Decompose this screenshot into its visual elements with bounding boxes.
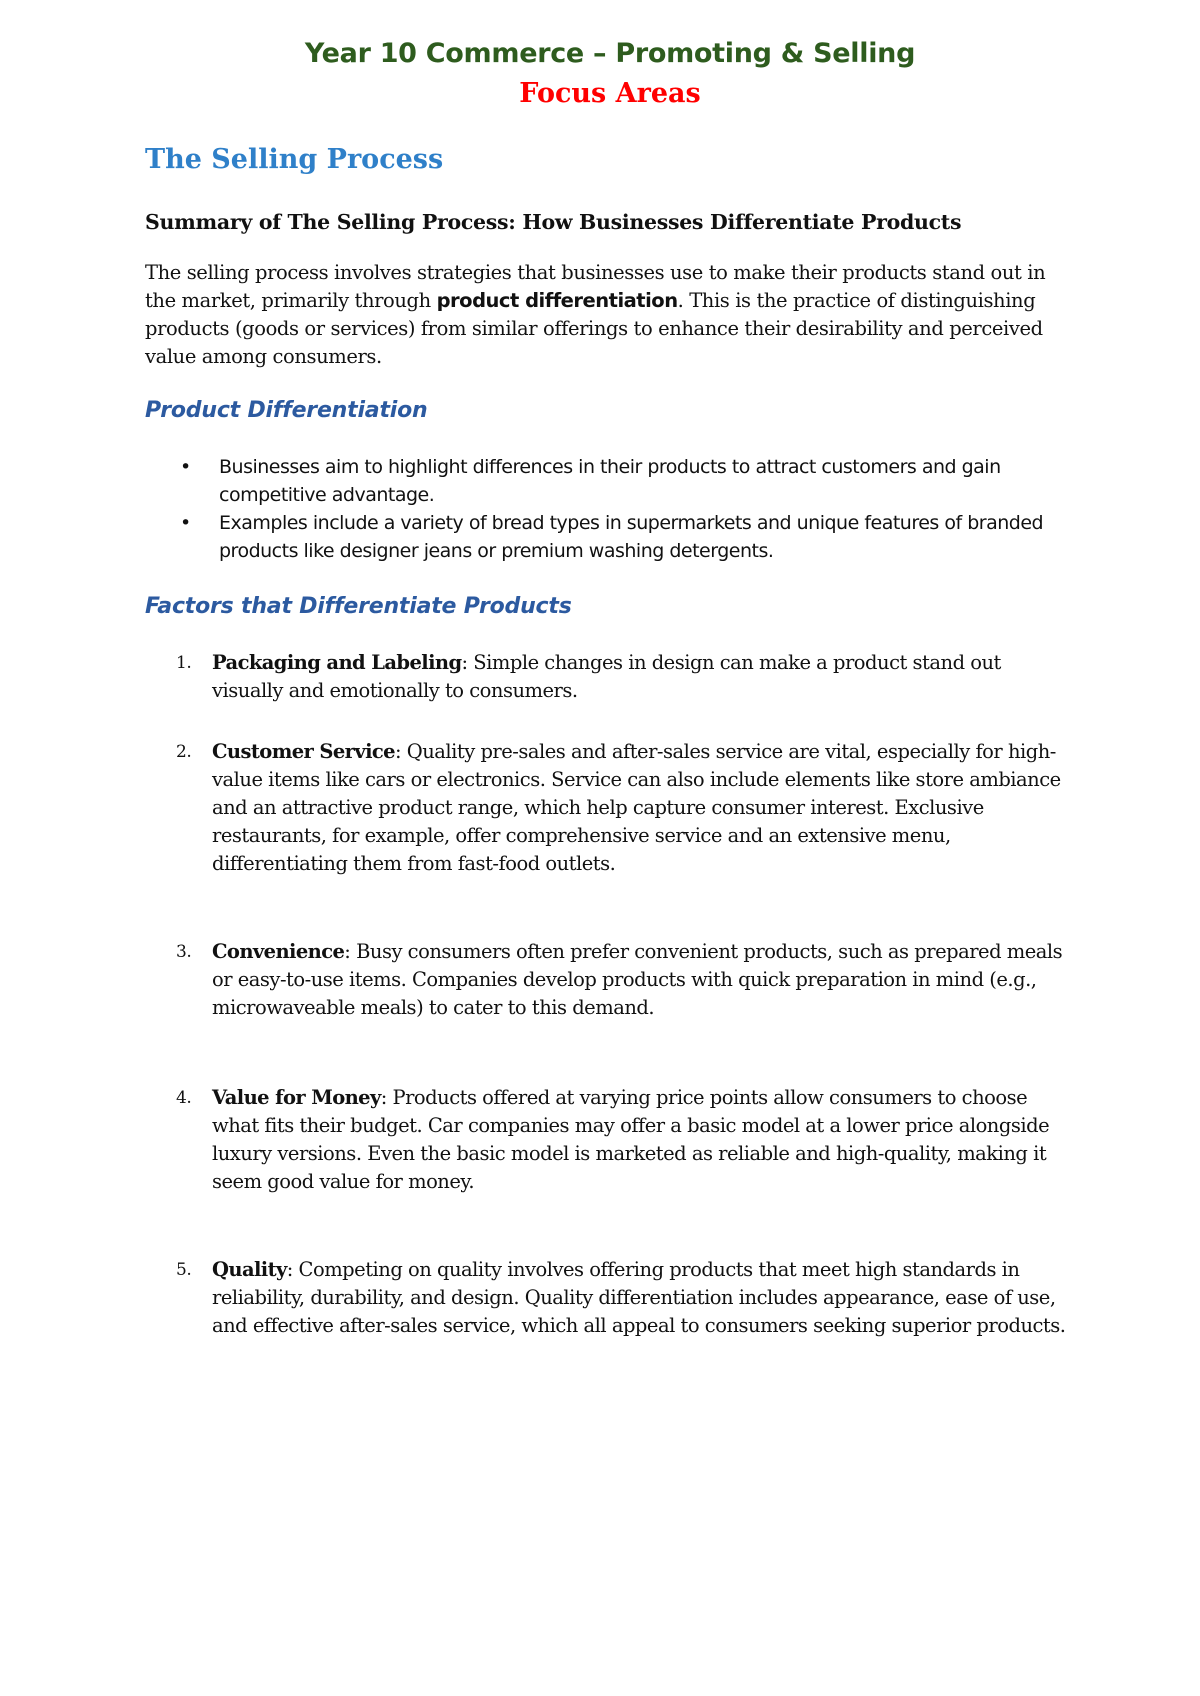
factor-number: 4. bbox=[176, 1088, 192, 1108]
factor-text: : Busy consumers often prefer convenient products, such as prepared meals or easy-to-use items. Companies develop products with quick preparation in mind (e.g., microwaveable meals) to cater to this demand. bbox=[212, 940, 1063, 1019]
intro-bold-term: product differentiation bbox=[436, 289, 678, 312]
bullet-item bbox=[145, 509, 1075, 565]
factor-term: Convenience bbox=[212, 940, 345, 963]
factor-term: Quality bbox=[212, 1258, 287, 1281]
factor-item-customer-service bbox=[145, 738, 1075, 878]
factor-term: Customer Service bbox=[212, 740, 395, 763]
differentiation-bullet-list bbox=[145, 453, 1075, 565]
factor-text: : Quality pre-sales and after-sales service are vital, especially for high-value items like cars or electronics. Service can also include elements like store ambiance and an attractive product range, which help capture consumer interest. Exclusive restaurants, for example, offer comprehensive service and an extensive menu, differentiating them from fast-food outlets. bbox=[212, 740, 1061, 875]
product-differentiation-heading: Product Differentiation bbox=[145, 398, 428, 423]
factor-term: Value for Money bbox=[212, 1086, 381, 1109]
summary-heading: Summary of The Selling Process: How Businesses Differentiate Products bbox=[145, 210, 962, 234]
factor-item-convenience bbox=[145, 938, 1075, 1022]
document-subtitle: Focus Areas bbox=[519, 78, 701, 109]
factor-item-packaging bbox=[145, 649, 1075, 705]
factors-heading: Factors that Differentiate Products bbox=[145, 594, 572, 619]
document-title: Year 10 Commerce – Promoting & Selling bbox=[304, 38, 916, 69]
bullet-text: Businesses aim to highlight differences in their products to attract customers and gain competitive advantage. bbox=[219, 456, 1001, 506]
intro-text-before: The selling process involves strategies that businesses use to make their products stand out in the market, primarily through bbox=[145, 261, 1046, 312]
factor-term: Packaging and Labeling bbox=[212, 651, 462, 674]
factor-item-quality bbox=[145, 1256, 1075, 1340]
factor-number: 2. bbox=[176, 742, 192, 762]
intro-text-after: . This is the practice of distinguishing products (goods or services) from similar offerings to enhance their desirability and perceived value among consumers. bbox=[145, 289, 1043, 368]
factor-text: : Products offered at varying price points allow consumers to choose what fits their budget. Car companies may offer a basic model at a lower price alongside luxury versions. Even the basic model is marketed as reliable and high-quality, making it seem good value for money. bbox=[212, 1086, 1050, 1193]
factors-list bbox=[145, 649, 1075, 1340]
section-title: The Selling Process bbox=[145, 144, 444, 175]
factor-text: : Simple changes in design can make a product stand out visually and emotionally to consumers. bbox=[212, 651, 1001, 702]
bullet-icon: • bbox=[180, 512, 191, 534]
factor-number: 1. bbox=[176, 653, 192, 673]
factor-number: 5. bbox=[176, 1260, 192, 1280]
factor-number: 3. bbox=[176, 942, 192, 962]
factor-item-value-for-money bbox=[145, 1084, 1075, 1196]
bullet-icon: • bbox=[180, 456, 191, 478]
bullet-text: Examples include a variety of bread types in supermarkets and unique features of branded products like designer jeans or premium washing detergents. bbox=[219, 512, 1044, 562]
bullet-item bbox=[145, 453, 1075, 509]
factor-text: : Competing on quality involves offering products that meet high standards in reliability, durability, and design. Quality differentiation includes appearance, ease of use, and effective after-sales service, which all appeal to consumers seeking superior products. bbox=[212, 1258, 1066, 1337]
document-page bbox=[145, 34, 1075, 1340]
intro-paragraph bbox=[145, 259, 1075, 371]
